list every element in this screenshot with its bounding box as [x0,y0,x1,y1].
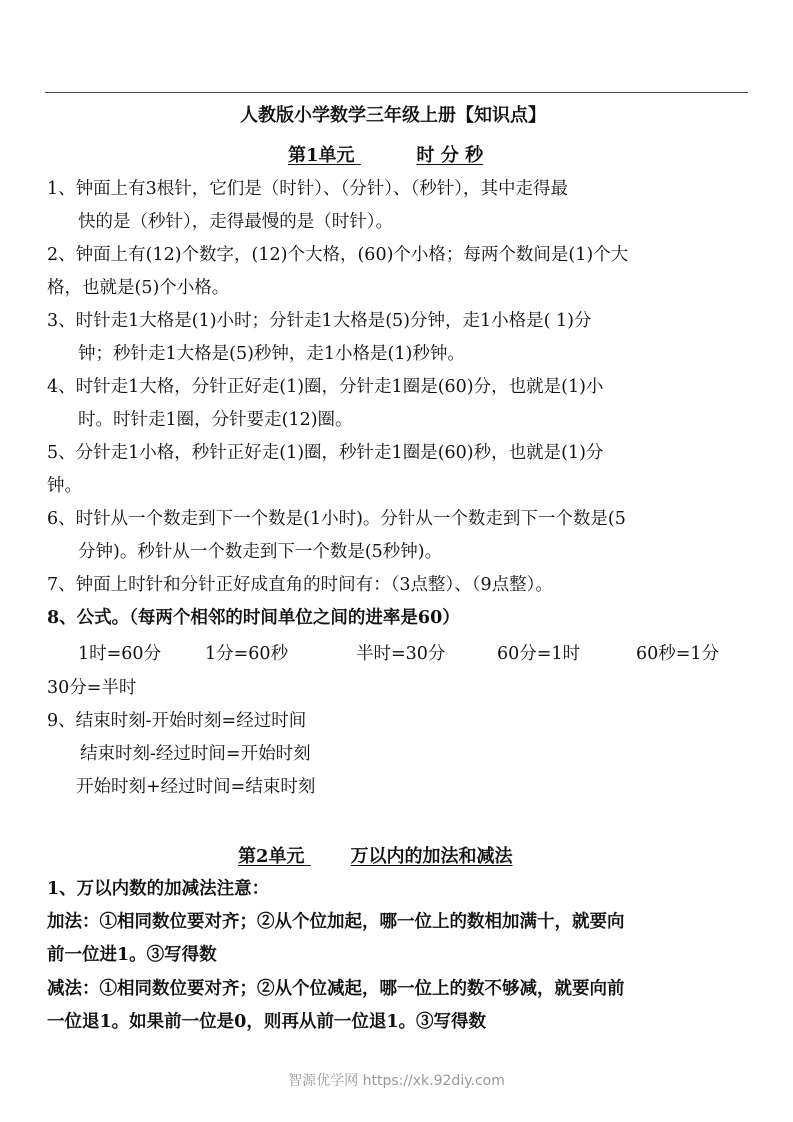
footer-watermark: 智源优学网 https://xk.92diy.com [288,1073,505,1089]
u1-line-4: 格，也就是(5)个小格。 [47,278,230,298]
u1-line-6: 钟；秒针走1大格是(5)秒钟，走1小格是(1)秒钟。 [78,344,465,364]
u1-line-5: 3、时针走1大格是(1)小时；分针走1大格是(5)分钟，走1小格是( 1)分 [47,311,592,331]
u1-line-3: 2、钟面上有(12)个数字，(12)个大格，(60)个小格；每两个数间是(1)个大 [47,245,629,265]
u1-line-13: 7、钟面上时针和分针正好成直角的时间有：（3点整）、（9点整）。 [47,575,553,595]
formula-extra: 30分=半时 [47,678,137,698]
unit1-name: 时 分 秒 [416,145,484,166]
item9-line-3: 开始时刻+经过时间=结束时刻 [76,777,316,797]
u2-line-5: 一位退1。如果前一位是0，则再从前一位退1。③写得数 [47,1012,487,1032]
formula-1: 1时=60分 [78,644,162,664]
u2-line-3: 前一位进1。③写得数 [47,945,217,965]
unit1-heading [288,144,483,168]
unit2-name: 万以内的加法和减法 [350,846,513,867]
unit1-label: 第1单元 [288,145,355,166]
u1-line-8: 时。时针走1圈，分针要走(12)圈。 [78,410,353,430]
u1-line-2: 快的是（秒针），走得最慢的是（时针）。 [78,212,393,232]
u1-line-11: 6、时针从一个数走到下一个数是(1小时)。分针从一个数走到下一个数是(5 [47,509,626,529]
u1-line-1: 1、钟面上有3根针，它们是（时针）、（分针）、（秒针），其中走得最 [47,179,569,199]
formula-3: 半时=30分 [356,644,446,664]
top-rule [45,92,748,93]
item9-line-2: 结束时刻-经过时间=开始时刻 [80,744,311,764]
u2-line-4: 减法：①相同数位要对齐；②从个位减起，哪一位上的数不够减，就要向前 [47,979,625,999]
u2-line-2: 加法：①相同数位要对齐；②从个位加起，哪一位上的数相加满十，就要向 [47,912,625,932]
u1-line-10: 钟。 [47,476,82,496]
formula-5: 60秒=1分 [636,644,720,664]
formula-2: 1分=60秒 [205,644,289,664]
u1-line-9: 5、分针走1小格，秒针正好走(1)圈，秒针走1圈是(60)秒，也就是(1)分 [47,443,604,463]
u1-line-14: 8、公式。（每两个相邻的时间单位之间的进率是60） [47,608,460,628]
item9-line-1: 9、结束时刻-开始时刻=经过时间 [47,711,307,731]
u1-line-7: 4、时针走1大格，分针正好走(1)圈，分针走1圈是(60)分，也就是(1)小 [47,377,604,397]
formula-4: 60分=1时 [497,644,581,664]
unit2-heading [238,845,513,869]
unit2-label: 第2单元 [238,846,305,867]
u2-line-1: 1、万以内数的加减法注意： [47,879,270,899]
document-title: 人教版小学数学三年级上册【知识点】 [240,105,546,126]
u1-line-12: 分钟)。秒针从一个数走到下一个数是(5秒钟)。 [78,542,443,562]
